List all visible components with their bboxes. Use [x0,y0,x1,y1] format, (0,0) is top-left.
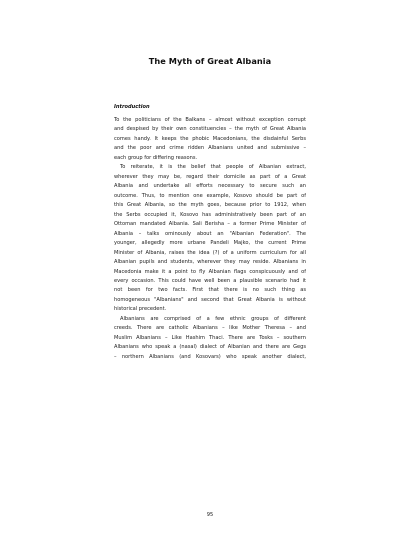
text-line: wherever they may be, regard their domicile as part of a Great [114,173,306,180]
text-line: outcome. Thus, to mention one example, Kosovo should be part of [114,192,306,199]
text-line: To reiterate, it is the belief that people of Albanian extract, [120,164,306,171]
text-line: this Great Albania, so the myth goes, because prior to 1912, when [114,202,306,209]
document-title: The Myth of Great Albania [148,56,272,66]
text-line: each group for differing reasons. [114,154,198,161]
body-text [114,116,306,362]
page-number: 95 [206,512,214,518]
text-line: creeds. There are catholic Albanians – like Mother Theresa – and [114,325,306,332]
text-line: historical precedent. [114,306,167,313]
section-heading: Introduction [114,104,150,110]
text-line: Muslim Albanians – Like Hashim Thaci. There are Tosks – southern [114,334,306,341]
text-line: Albanian pupils and students, wherever they may reside. Albanians in [114,259,306,266]
text-line: not been for two facts. First that there is no such thing as [114,287,306,294]
text-line: Albanians who speak a (nasal) dialect of Albanian and there are Gegs [114,344,306,351]
text-line: Macedonia make it a point to fly Albanian flags conspicuously and of [114,268,306,275]
text-line: Albania – talks ominously about an "Albanian Federation". The [114,230,306,237]
text-line: Albania and undertake all efforts necessary to secure such an [114,183,306,190]
text-line: every occasion. This could have well been a plausible scenario had it [114,277,306,284]
text-line: younger, allegedly more urbane Pandeli Majko, the current Prime [114,240,306,247]
text-line: homogeneous "Albanians" and second that Great Albania is without [114,296,306,303]
text-line: To the politicians of the Balkans – almost without exception corrupt [114,117,306,123]
text-line: – northern Albanians (and Kosovars) who speak another dialect, [114,353,306,360]
text-line: Ottoman mandated Albania. Sali Berisha – a former Prime Minister of [114,221,306,228]
text-line: and despised by their own constituencies – the myth of Great Albania [114,126,306,133]
text-line: Albanians are comprised of a few ethnic groups of different [120,315,306,322]
text-line: Minister of Albania, raises the idea (?) of a uniform curriculum for all [114,249,306,256]
text-line: comes handy. It keeps the phobic Macedonians, the disdainful Serbs [114,135,306,142]
text-line: the Serbs occupied it, Kosovo has administratively been part of an [114,211,306,218]
text-line: and the poor and crime ridden Albanians united and submissive – [114,145,306,152]
